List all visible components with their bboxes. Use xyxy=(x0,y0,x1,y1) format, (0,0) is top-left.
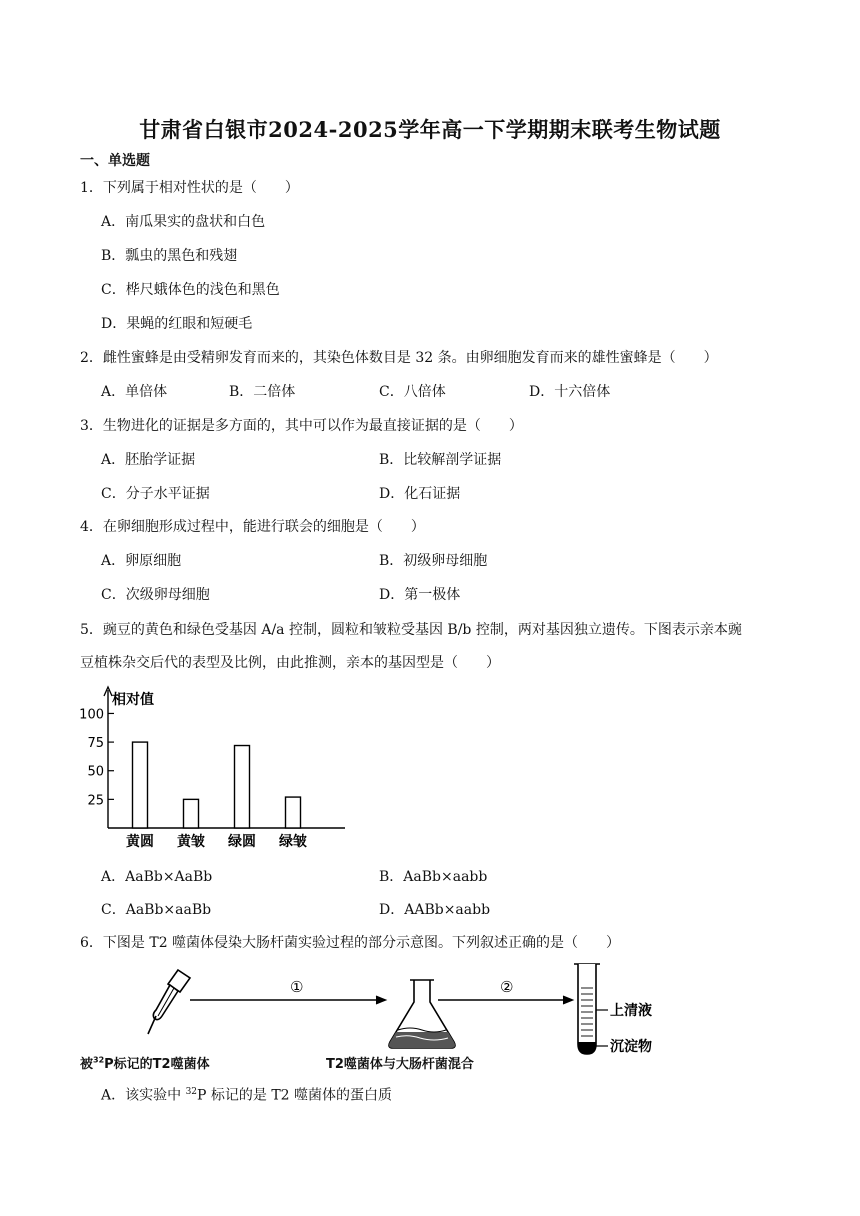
bar-1 xyxy=(133,742,148,828)
question-2-option-a: A．单倍体 xyxy=(101,384,168,400)
question-4-stem: 4．在卵细胞形成过程中，能进行联会的细胞是（ ） xyxy=(80,519,425,535)
question-6-option-a xyxy=(101,1082,392,1106)
question-6-option-a-suffix: P 标记的是 T2 噬菌体的蛋白质 xyxy=(197,1087,393,1104)
question-3-option-a: A．胚胎学证据 xyxy=(101,452,196,468)
question-5-stem-line1: 5．豌豆的黄色和绿色受基因 A/a 控制，圆粒和皱粒受基因 B/b 控制，两对基因独立遗传。下图表示亲本豌 xyxy=(80,622,742,638)
question-5-option-c: C．AaBb×aaBb xyxy=(101,902,212,918)
step-2-label: ② xyxy=(500,978,514,996)
question-5-stem-line2: 豆植株杂交后代的表型及比例，由此推测，亲本的基因型是（ ） xyxy=(80,655,500,671)
phage-label xyxy=(80,1053,210,1072)
question-1-option-a: A．南瓜果实的盘状和白色 xyxy=(101,214,266,230)
test-tube-icon xyxy=(574,964,608,1054)
question-2-option-c: C．八倍体 xyxy=(379,384,446,400)
supernatant-label: 上清液 xyxy=(610,1003,652,1019)
question-1-option-d: D．果蝇的红眼和短硬毛 xyxy=(101,316,253,332)
question-1-option-c: C．桦尺蛾体色的浅色和黑色 xyxy=(101,282,280,298)
category-label: 绿皱 xyxy=(279,834,307,850)
mix-label: T2噬菌体与大肠杆菌混合 xyxy=(326,1057,474,1072)
section-heading: 一、单选题 xyxy=(80,153,150,169)
phage-label-prefix: 被 xyxy=(80,1057,94,1072)
question-3-option-c: C．分子水平证据 xyxy=(101,486,210,502)
bar-4 xyxy=(286,797,301,828)
question-4-option-d: D．第一极体 xyxy=(379,587,461,603)
question-1-option-b: B．瓢虫的黑色和残翅 xyxy=(101,248,238,264)
question-3-option-d: D．化石证据 xyxy=(379,486,461,502)
phage-label-suffix: P标记的T2噬菌体 xyxy=(104,1057,210,1072)
category-label: 黄皱 xyxy=(177,834,205,850)
question-5-option-a: A．AaBb×AaBb xyxy=(101,869,213,885)
question-4-option-a: A．卵原细胞 xyxy=(101,553,182,569)
question-1-stem: 1．下列属于相对性状的是（ ） xyxy=(80,180,299,196)
bar-3 xyxy=(235,746,250,828)
question-3-stem: 3．生物进化的证据是多方面的，其中可以作为最直接证据的是（ ） xyxy=(80,418,523,434)
category-label: 黄圆 xyxy=(126,834,154,850)
question-4-option-c: C．次级卵母细胞 xyxy=(101,587,210,603)
question-2-option-d: D．十六倍体 xyxy=(529,384,611,400)
y-axis-label: 相对值 xyxy=(112,692,154,708)
question-5-option-b: B．AaBb×aabb xyxy=(379,869,488,885)
question-5-option-d: D．AABb×aabb xyxy=(379,902,491,918)
question-4-option-b: B．初级卵母细胞 xyxy=(379,553,488,569)
dropper-icon xyxy=(148,970,190,1034)
question-6-option-a-prefix: A．该实验中 xyxy=(101,1087,186,1104)
y-tick-label: 50 xyxy=(87,764,104,780)
category-label: 绿圆 xyxy=(228,834,256,850)
flask-icon xyxy=(389,980,455,1048)
question-2-option-b: B．二倍体 xyxy=(229,384,296,400)
phage-label-isotope: 32 xyxy=(93,1055,105,1065)
phage-experiment-diagram xyxy=(78,958,678,1058)
bar-2 xyxy=(184,799,199,828)
y-tick-label: 100 xyxy=(79,707,104,723)
phenotype-bar-chart xyxy=(70,682,360,854)
question-6-option-a-isotope: 32 xyxy=(185,1087,198,1097)
step-1-label: ① xyxy=(290,978,304,996)
y-tick-label: 75 xyxy=(87,736,104,752)
question-6-stem: 6．下图是 T2 噬菌体侵染大肠杆菌实验过程的部分示意图。下列叙述正确的是（ ） xyxy=(80,935,621,951)
question-3-option-b: B．比较解剖学证据 xyxy=(379,452,502,468)
sediment-label: 沉淀物 xyxy=(610,1039,652,1055)
y-tick-label: 25 xyxy=(87,793,104,809)
page-title: 甘肃省白银市2024-2025学年高一下学期期末联考生物试题 xyxy=(139,117,721,142)
question-2-stem: 2．雌性蜜蜂是由受精卵发育而来的，其染色体数目是 32 条。由卵细胞发育而来的雄性蜜蜂是（ ） xyxy=(80,350,718,366)
